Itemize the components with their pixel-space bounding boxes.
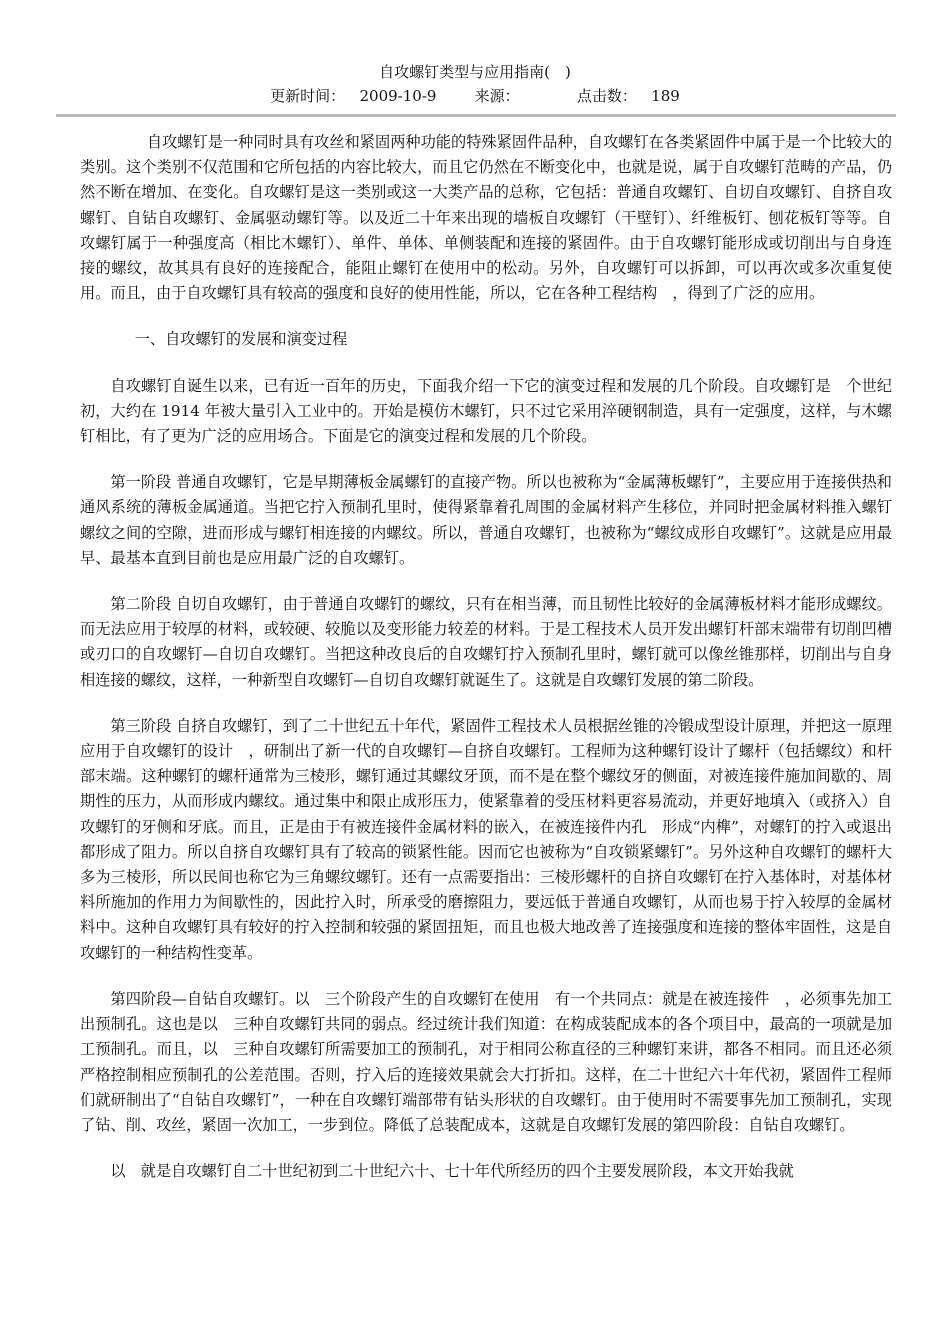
click-count-value: 189 bbox=[651, 87, 680, 105]
source-label: 来源： bbox=[474, 87, 520, 105]
body-paragraph: 第四阶段—自钻自攻螺钉。以 三个阶段产生的自攻螺钉在使用 有一个共同点：就是在被连接件 ，必须事先加工出预制孔。这也是以 三种自攻螺钉共同的弱点。经过统计我们知道：在构成装配成本的各个项目中，最高的一项就是加工预制孔。而且，以 三种自攻螺钉所需要加工的预制孔，对于相同公称直径的三种螺钉来讲，都各不相同。而且还必须严格控制相应预制孔的公差范围。否则，拧入后的连接效果就会大打折扣。这样，在二十世纪六十年代初，紧固件工程师们就研制出了“自钻自攻螺钉”，一种在自攻螺钉端部带有钻头形状的自攻螺钉。由于使用时不需要事先加工预制孔，实现了钻、削、攻丝，紧固一次加工，一步到位。降低了总装配成本，这就是自攻螺钉发展的第四阶段：自钻自攻螺钉。 bbox=[80, 989, 892, 1134]
body-paragraph: 第三阶段 自挤自攻螺钉，到了二十世纪五十年代，紧固件工程技术人员根据丝锥的冷锻成型设计原理，并把这一原理应用于自攻螺钉的设计 ，研制出了新一代的自攻螺钉—自挤自攻螺钉。工程师为这种螺钉设计了螺杆（包括螺纹）和杆部末端。这种螺钉的螺杆通常为三棱形，螺钉通过其螺纹牙顶，而不是在整个螺纹牙的侧面，对被连接件施加间歇的、周期性的压力，从而形成内螺纹。通过集中和限止成形压力，使紧靠着的受压材料更容易流动，并更好地填入（或挤入）自攻螺钉的牙侧和牙底。而且，正是由于有被连接件金属材料的嵌入，在被连接件内孔 形成“内榫”，对螺钉的拧入或退出都形成了阻力。所以自挤自攻螺钉具有了较高的锁紧性能。因而它也被称为“自攻锁紧螺钉”。另外这种自攻螺钉的螺杆大多为三棱形，所以民间也称它为三角螺纹螺钉。还有一点需要指出：三棱形螺杆的自挤自攻螺钉在拧入基体时，对基体材料所施加的作用力为间歇性的，因此拧入时，所承受的磨擦阻力，要远低于普通自攻螺钉，从而也易于拧入较厚的金属材料中。这种自攻螺钉具有较好的拧入控制和较强的紧固扭矩，而且也极大地改善了连接强度和连接的整体牢固性，这是自攻螺钉的一种结构性变革。 bbox=[80, 716, 892, 962]
intro-paragraph: 自攻螺钉是一种同时具有攻丝和紧固两种功能的特殊紧固件品种，自攻螺钉在各类紧固件中属于是一个比较大的类别。这个类别不仅范围和它所包括的内容比较大，而且它仍然在不断变化中，也就是说，属于自攻螺钉范畴的产品，仍然不断在增加、在变化。自攻螺钉是这一类别或这一大类产品的总称，它包括：普通自攻螺钉、自切自攻螺钉、自挤自攻螺钉、自钻自攻螺钉、金属驱动螺钉等。以及近二十年来出现的墙板自攻螺钉（干壁钉）、纤维板钉、刨花板钉等等。自攻螺钉属于一种强度高（相比木螺钉）、单件、单体、单侧装配和连接的紧固件。由于自攻螺钉能形成或切削出与自身连接的螺纹，故其具有良好的连接配合，能阻止螺钉在使用中的松动。另外，自攻螺钉可以拆卸，可以再次或多次重复使用。而且，由于自攻螺钉具有较高的强度和良好的使用性能，所以，它在各种工程结构 ，得到了广泛的应用。 bbox=[80, 133, 892, 303]
section-heading: 一、自攻螺钉的发展和演变过程 bbox=[134, 330, 348, 349]
body-paragraph: 自攻螺钉自诞生以来，已有近一百年的历史，下面我介绍一下它的演变过程和发展的几个阶段。自攻螺钉是 个世纪初，大约在 1914 年被大量引入工业中的。开始是模仿木螺钉，只不过它采用淬硬钢制造，具有一定强度，这样，与木螺钉相比，有了更为广泛的应用场合。下面是它的演变过程和发展的几个阶段。 bbox=[80, 376, 892, 446]
update-time-value: 2009-10-9 bbox=[359, 87, 437, 105]
document-header bbox=[0, 60, 950, 108]
body-paragraph: 第二阶段 自切自攻螺钉，由于普通自攻螺钉的螺纹，只有在相当薄，而且韧性比较好的金属薄板材料才能形成螺纹。而无法应用于较厚的材料，或较硬、较脆以及变形能力较差的材料。于是工程技术人员开发出螺钉杆部末端带有切削凹槽或刃口的自攻螺钉—自切自攻螺钉。当把这种改良后的自攻螺钉拧入预制孔里时，螺钉就可以像丝锥那样，切削出与自身相连接的螺纹，这样，一种新型自攻螺钉—自切自攻螺钉就诞生了。这就是自攻螺钉发展的第二阶段。 bbox=[80, 595, 892, 689]
update-time-label: 更新时间： bbox=[270, 87, 346, 105]
body-paragraph: 以 就是自攻螺钉自二十世纪初到二十世纪六十、七十年代所经历的四个主要发展阶段，本文开始我就 bbox=[110, 1162, 794, 1181]
document-title: 自攻螺钉类型与应用指南( ) bbox=[379, 63, 571, 81]
header-divider bbox=[56, 114, 896, 117]
article-body bbox=[80, 130, 892, 1205]
document-meta bbox=[0, 84, 950, 108]
body-paragraph: 第一阶段 普通自攻螺钉，它是早期薄板金属螺钉的直接产物。所以也被称为“金属薄板螺钉”，主要应用于连接供热和通风系统的薄板金属通道。当把它拧入预制孔里时，使得紧靠着孔周围的金属材料产生移位，并同时把金属材料推入螺钉螺纹之间的空隙，进而形成与螺钉相连接的内螺纹。所以，普通自攻螺钉，也被称为“螺纹成形自攻螺钉”。这就是应用最早、最基本直到目前也是应用最广泛的自攻螺钉。 bbox=[80, 473, 892, 567]
click-count-label: 点击数： bbox=[576, 87, 637, 105]
